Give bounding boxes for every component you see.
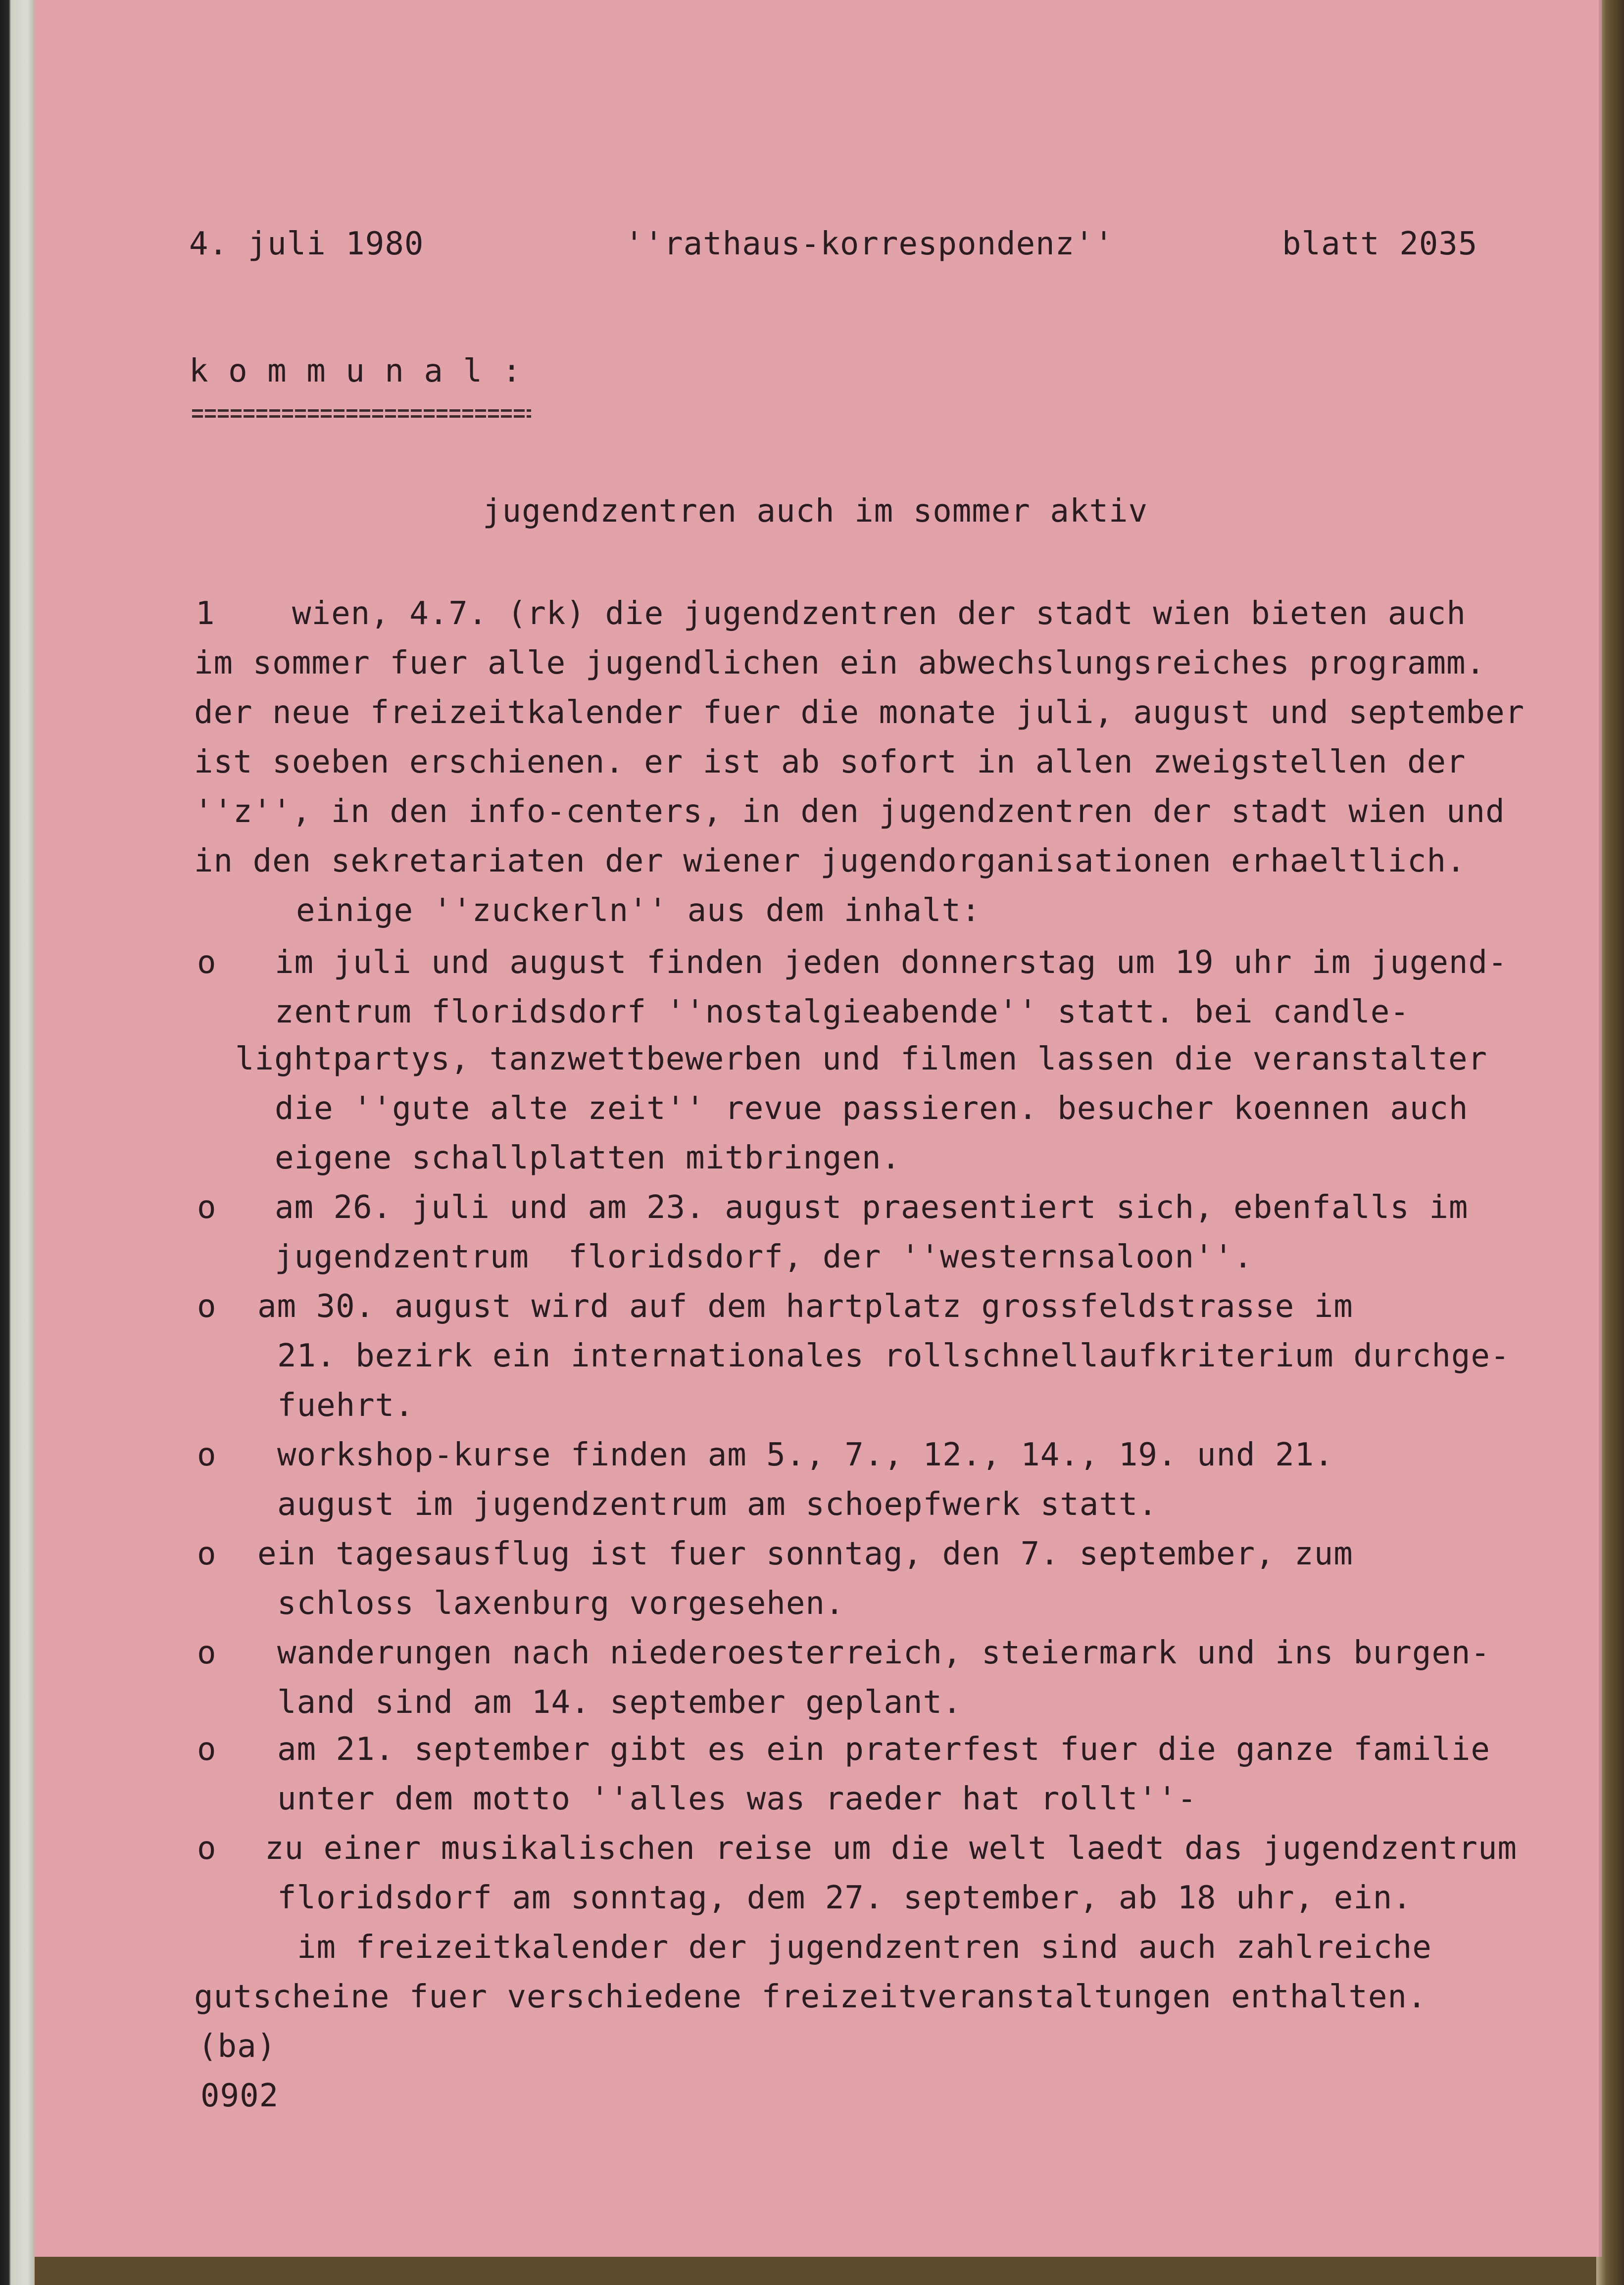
section-title: k o m m u n a l : xyxy=(189,353,522,389)
bullet-marker: o xyxy=(197,944,217,981)
header-publication: ''rathaus-korrespondenz'' xyxy=(625,226,1114,262)
bullet-line: august im jugendzentrum am schoepfwerk statt. xyxy=(277,1486,1158,1523)
bullet-line: zu einer musikalischen reise um die welt laedt das jugendzentrum xyxy=(265,1830,1517,1867)
bullet-line: am 21. september gibt es ein praterfest fuer die ganze familie xyxy=(277,1731,1490,1768)
document-code: 0902 xyxy=(200,2078,279,2114)
body-line: der neue freizeitkalender fuer die monate juli, august und september xyxy=(194,694,1525,731)
bullet-marker: o xyxy=(197,1731,217,1768)
bullet-marker: o xyxy=(197,1189,217,1226)
bullet-line: am 26. juli und am 23. august praesentiert sich, ebenfalls im xyxy=(275,1189,1469,1226)
body-line: ''z'', in den info-centers, in den jugendzentren der stadt wien und xyxy=(194,793,1505,830)
bullet-line: wanderungen nach niederoesterreich, steiermark und ins burgen- xyxy=(277,1635,1490,1671)
article-headline: jugendzentren auch im sommer aktiv xyxy=(483,493,1148,530)
author-initials: (ba) xyxy=(198,2028,277,2065)
bullet-line: fuehrt. xyxy=(277,1387,414,1424)
bullet-line: die ''gute alte zeit'' revue passieren. besucher koennen auch xyxy=(275,1090,1469,1127)
bullet-line: jugendzentrum floridsdorf, der ''westernsaloon''. xyxy=(275,1239,1253,1275)
body-line: einige ''zuckerln'' aus dem inhalt: xyxy=(296,892,981,929)
header-date: 4. juli 1980 xyxy=(189,226,424,262)
bullet-line: 21. bezirk ein internationales rollschnellaufkriterium durchge- xyxy=(277,1338,1510,1374)
bullet-line: floridsdorf am sonntag, dem 27. september, ab 18 uhr, ein. xyxy=(277,1880,1412,1916)
scan-binding-edge xyxy=(0,0,35,2285)
bullet-marker: o xyxy=(197,1635,217,1671)
bullet-line: workshop-kurse finden am 5., 7., 12., 14., 19. und 21. xyxy=(277,1437,1334,1473)
body-line: wien, 4.7. (rk) die jugendzentren der stadt wien bieten auch xyxy=(292,595,1466,632)
bullet-marker: o xyxy=(197,1288,217,1325)
closing-line: im freizeitkalender der jugendzentren sind auch zahlreiche xyxy=(297,1929,1432,1966)
section-separator xyxy=(192,408,531,420)
bullet-line: ein tagesausflug ist fuer sonntag, den 7. september, zum xyxy=(257,1536,1353,1572)
bullet-marker: o xyxy=(197,1437,217,1473)
bullet-line: unter dem motto ''alles was raeder hat rollt''- xyxy=(277,1781,1197,1817)
body-line: ist soeben erschienen. er ist ab sofort in allen zweigstellen der xyxy=(194,744,1466,780)
bullet-line: im juli und august finden jeden donnerstag um 19 uhr im jugend- xyxy=(275,944,1508,981)
bullet-line: eigene schallplatten mitbringen. xyxy=(275,1140,901,1176)
bullet-line: land sind am 14. september geplant. xyxy=(277,1684,962,1721)
body-line: in den sekretariaten der wiener jugendorganisationen erhaeltlich. xyxy=(194,843,1466,879)
body-line: im sommer fuer alle jugendlichen ein abwechslungsreiches programm. xyxy=(194,645,1486,681)
article-number: 1 xyxy=(196,595,215,632)
bullet-line: lightpartys, tanzwettbewerben und filmen lassen die veranstalter xyxy=(235,1041,1487,1077)
typewritten-page xyxy=(35,0,1602,2257)
bullet-marker: o xyxy=(197,1536,217,1572)
bullet-line: zentrum floridsdorf ''nostalgieabende'' statt. bei candle- xyxy=(275,994,1410,1030)
closing-line: gutscheine fuer verschiedene freizeitveranstaltungen enthalten. xyxy=(194,1979,1427,2015)
bullet-marker: o xyxy=(197,1830,217,1867)
bullet-line: am 30. august wird auf dem hartplatz grossfeldstrasse im xyxy=(257,1288,1353,1325)
bullet-line: schloss laxenburg vorgesehen. xyxy=(277,1585,845,1622)
header-sheet-number: blatt 2035 xyxy=(1282,226,1478,262)
